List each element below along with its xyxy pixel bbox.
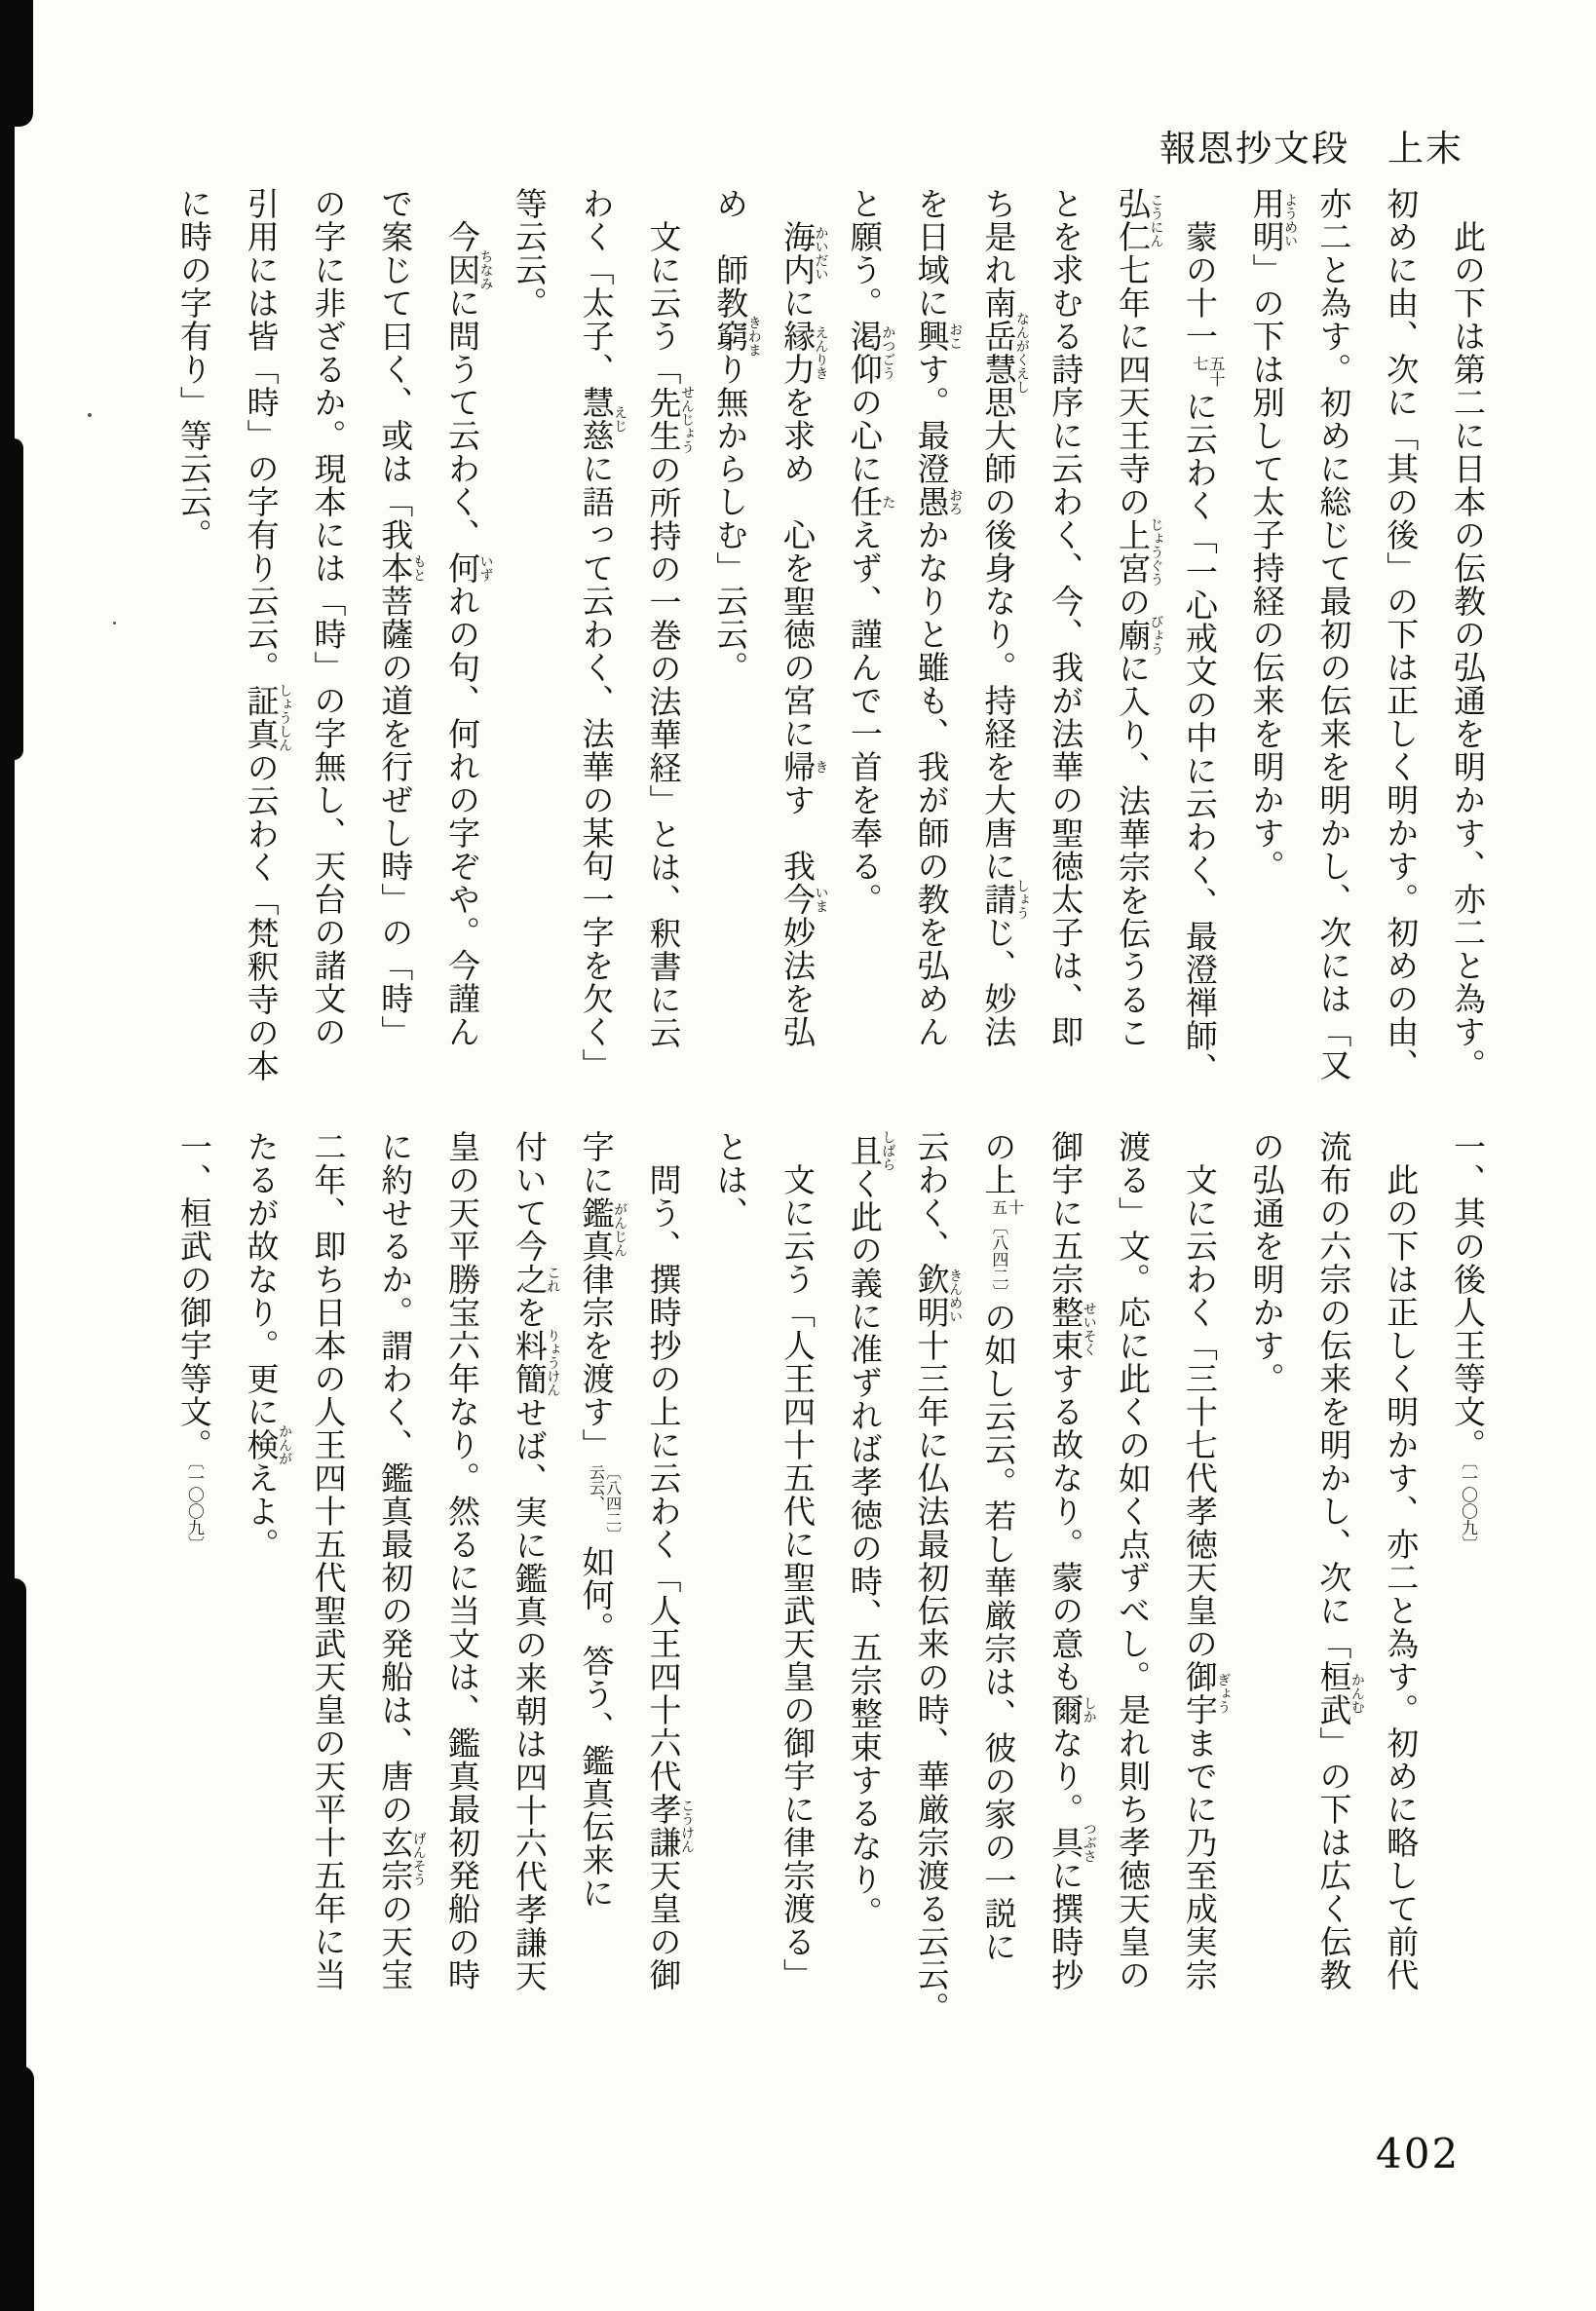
ruby-annotated-word: 今いま [779, 883, 829, 916]
text-column: 字に鑑真がんじん律宗を渡す」 〔八四二〕 云云、 如何。答う、鑑真伝来に [577, 1130, 628, 1910]
text-column: 此の下は第二に日本の伝教の弘通を明かす、亦二と為す。 [1449, 220, 1487, 1081]
page-reference: 〔八四二〕 [988, 1218, 1008, 1301]
text-column: 二年、即ち日本の人王四十五代聖武天皇の天平十五年に当 [309, 1130, 348, 1991]
ruby-annotated-word: 先生せんじょう [644, 385, 695, 454]
ruby-annotated-word: 愚おろ [912, 485, 964, 518]
ruby-annotated-word: 帰き [779, 750, 829, 783]
text-column: を日域に興おこす。最澄愚おろかなりと雖も、我が師の教を弘めん [912, 187, 964, 1048]
ruby-annotated-word: 請しょう [979, 879, 1030, 920]
text-column: 御宇に五宗整束せいそくする故なり。蒙の意も爾しかなり。具つぶさに撰時抄 [1046, 1130, 1097, 1991]
text-column: ち是れ南岳慧思なんがくえし大師の後身なり。持経を大唐に請しょうじ、妙法 [979, 187, 1030, 1048]
text-column: 海内かいだいに縁力えんりきを求め 心を聖徳の宮に帰きす 我今いま妙法を弘 [779, 220, 829, 1048]
text-column: 弘仁こうにん七年に四天王寺の上宮じょうぐうの廟びょうに入り、法華宗を伝うるこ [1114, 187, 1164, 1049]
text-column: 問う、撰時抄の上に云わく「人王四十六代孝謙こうけん天皇の御 [644, 1163, 695, 1991]
ruby-annotated-word: 海内かいだい [779, 220, 829, 286]
page-reference: 〔一〇〇九〕 [1458, 1461, 1477, 1553]
top-text-block [158, 187, 1501, 1085]
ruby-annotated-word: 之これ [510, 1263, 561, 1296]
ruby-annotated-word: 料簡りょうけん [510, 1328, 561, 1397]
ruby-annotated-word: 孝謙こうけん [644, 1793, 695, 1859]
ruby-annotated-word: 爾しか [1046, 1693, 1097, 1726]
text-column: の字に非ざるか。現本には「時」の字無し、天台の諸文の [309, 187, 348, 1048]
text-column: と願う。渇仰かつごうの心に任たえず、謹んで一首を奉る。 [845, 187, 896, 916]
ruby-annotated-word: 具つぶさ [1046, 1822, 1097, 1863]
text-column: とは、 [711, 1130, 750, 1230]
warichu-note: 十 五 [989, 1199, 1025, 1215]
ruby-annotated-word: 興おこ [912, 320, 964, 353]
text-column: 一、其の後人王等文。〔一〇〇九〕 [1449, 1130, 1487, 1553]
text-column: に約せるか。謂わく、鑑真最初の発船は、唐の玄宗げんそうの天宝 [376, 1130, 427, 1991]
ruby-annotated-word: 桓武かんむ [1314, 1660, 1365, 1726]
text-column: 皇の天平勝宝六年なり。然るに当文は、鑑真最初発船の時 [443, 1130, 482, 1991]
ruby-annotated-word: 用明ようめい [1247, 187, 1299, 253]
text-column: 流布の六宗の伝来を明かし、次に「桓武かんむ」の下は広く伝教 [1314, 1130, 1365, 1991]
scan-edge-blob [0, 2065, 34, 2311]
text-column: 蒙の十一 五十 七 に云わく「一心戒文の中に云わく、最澄禅師、 [1180, 220, 1226, 1085]
ruby-annotated-word: 御宇ぎょう [1180, 1660, 1232, 1726]
running-head-title: 報恩抄文段 上末 [1159, 128, 1463, 170]
ink-speck [88, 413, 92, 417]
text-column: の上 十 五 〔八四二〕の如し云云。若し華厳宗は、彼の家の一説に [979, 1130, 1025, 1963]
text-column: 等云云。 [510, 187, 549, 320]
scan-edge-blob [0, 438, 23, 760]
ruby-annotated-word: 証真しょうしん [242, 683, 293, 752]
ruby-annotated-word: 弘仁こうにん [1114, 187, 1164, 253]
text-column: 一、桓武の御宇等文。〔一〇〇九〕 [174, 1130, 213, 1553]
text-column: め 師教窮きわまり無からしむ」云云。 [711, 187, 762, 684]
ruby-annotated-word: 何いず [443, 551, 494, 585]
page-reference: 〔一〇〇九〕 [183, 1461, 204, 1553]
warichu-note: 〔八四二〕 云云、 [587, 1464, 623, 1542]
ruby-annotated-word: 南岳慧思なんがくえし [979, 286, 1030, 419]
page-number: 402 [1376, 2130, 1461, 2178]
text-column: 今因ちなみに問うて云わく、何いずれの句、何れの字ぞや。今謹ん [443, 220, 494, 1048]
text-column: 渡る」文。応に此くの如く点ずべし。是れ則ち孝徳天皇の [1114, 1130, 1153, 1991]
text-column: 引用には皆「時」の字有り云云。証真しょうしんの云わく「梵釈寺の本 [242, 187, 293, 1082]
text-column: の弘通を明かす。 [1247, 1130, 1286, 1395]
ruby-annotated-word: 欽明きんめい [912, 1263, 964, 1329]
text-column: に時の字有り」等云云。 [174, 187, 213, 551]
text-column: 初めに由、次に「其の後」の下は正しく明かす。初めの由、 [1382, 187, 1421, 1081]
text-column: 云わく、欽明きんめい十三年に仏法最初伝来の時、華厳宗渡る云云。 [912, 1130, 964, 2025]
ruby-annotated-word: 縁力えんりき [779, 320, 829, 386]
warichu-note: 五十 七 [1190, 356, 1226, 387]
text-column: わく「太子、慧慈えじに語って云わく、法華の某句一字を欠く」 [577, 187, 628, 1081]
text-column: 文に云う「人王四十五代に聖武天皇の御宇に律宗渡る」 [779, 1163, 817, 1991]
text-column: 用明ようめい」の下は別して太子持経の伝来を明かす。 [1247, 187, 1299, 883]
text-column: 付いて今之これを料簡りょうけんせば、実に鑑真の来朝は四十六代孝謙天 [510, 1130, 561, 1992]
text-column: たるが故なり。更に検かんがえよ。 [242, 1130, 293, 1561]
bottom-text-block [158, 1130, 1501, 2025]
ruby-annotated-word: 廟びょう [1114, 615, 1164, 656]
ruby-annotated-word: 窮きわま [711, 316, 762, 357]
ruby-annotated-word: 検かんが [242, 1424, 293, 1465]
text-column: 亦二と為す。初めに総じて最初の伝来を明かし、次には「又 [1314, 187, 1353, 1081]
text-column: 此の下は正しく明かす、亦二と為す。初めに略して前代 [1382, 1163, 1421, 1991]
scan-edge-blob [0, 0, 33, 127]
text-column: 文に云う「先生せんじょうの所持の一巻の法華経」とは、釈書に云 [644, 220, 695, 1049]
ruby-annotated-word: 上宮じょうぐう [1114, 517, 1164, 587]
ruby-annotated-word: 整束せいそく [1046, 1296, 1097, 1362]
text-column: 且しばらく此の義に准ずれば孝徳の時、五宗整束するなり。 [845, 1130, 896, 1929]
ruby-annotated-word: 鑑真がんじん [577, 1196, 628, 1263]
ruby-annotated-word: 任た [845, 485, 896, 518]
text-column: とを求むる詩序に云わく、今、我が法華の聖徳太子は、即 [1046, 187, 1085, 1048]
text-column: 文に云わく「三十七代孝徳天皇の御宇ぎょうまでに乃至成実宗 [1180, 1163, 1232, 1991]
ruby-annotated-word: 本もと [376, 551, 427, 585]
text-column: で案じて曰く、或は「我本もと菩薩の道を行ぜし時」の「時」 [376, 187, 427, 1048]
ruby-annotated-word: 因ちなみ [443, 249, 494, 290]
ruby-annotated-word: 玄宗げんそう [376, 1826, 427, 1892]
ruby-annotated-word: 且しばら [845, 1130, 896, 1171]
ruby-annotated-word: 渇仰かつごう [845, 320, 896, 386]
ruby-annotated-word: 慧慈えじ [577, 386, 628, 452]
ink-speck [113, 622, 116, 625]
